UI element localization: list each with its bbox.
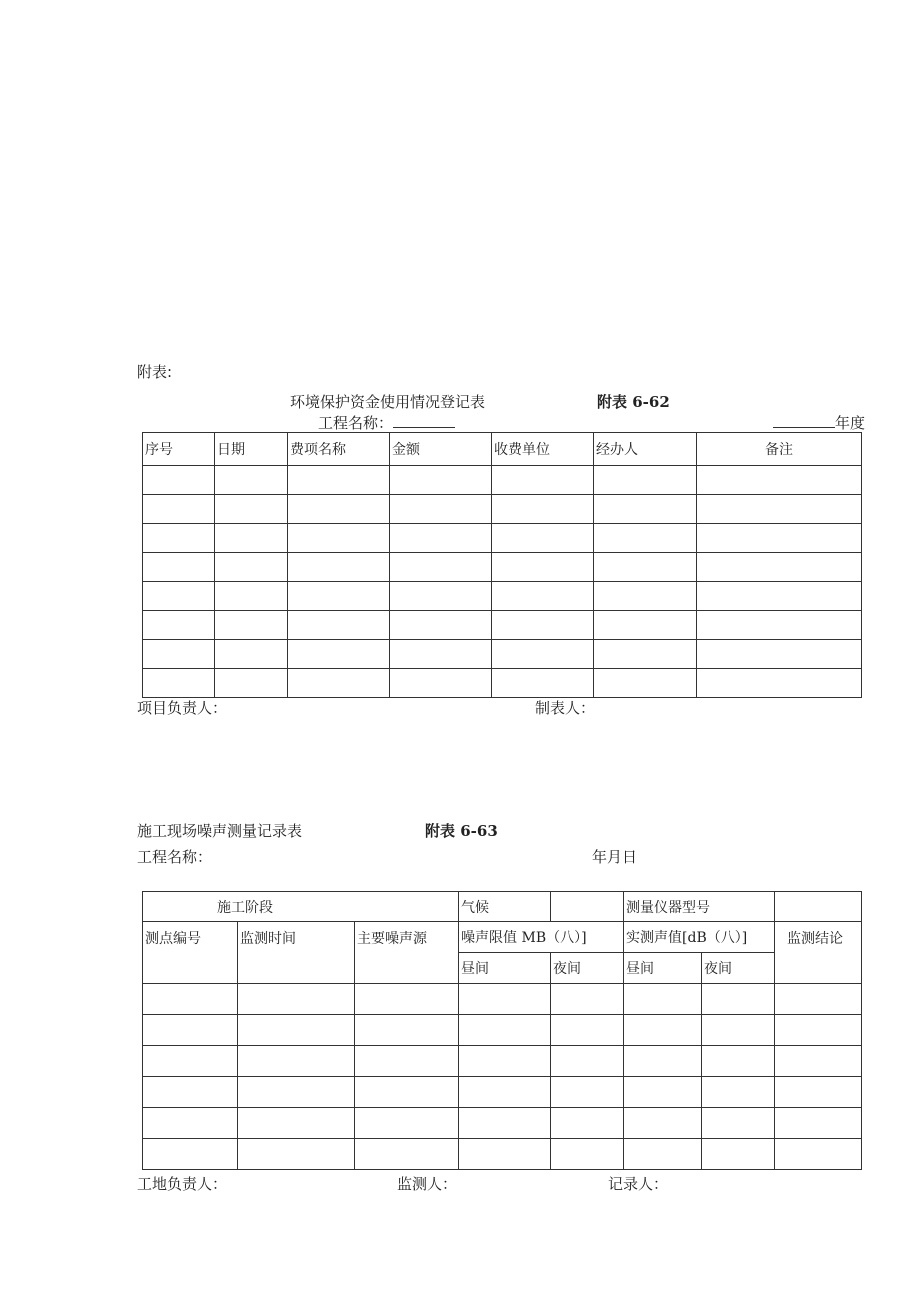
table-cell[interactable] [624, 1046, 702, 1077]
table-cell[interactable] [215, 611, 288, 640]
table-cell[interactable] [775, 1015, 862, 1046]
main-noise-source-header: 主要噪声源 [355, 922, 459, 984]
table-cell[interactable] [697, 669, 862, 698]
table-cell[interactable] [143, 1046, 238, 1077]
funds-usage-table [142, 432, 862, 698]
table-cell[interactable] [624, 984, 702, 1015]
table-cell[interactable] [459, 984, 551, 1015]
table-cell[interactable] [143, 553, 215, 582]
table1-header-cell: 日期 [215, 433, 288, 466]
table-cell[interactable] [215, 466, 288, 495]
limit-day-header: 昼间 [459, 953, 551, 984]
table-row [143, 1108, 862, 1139]
table-row [143, 553, 862, 582]
table-cell[interactable] [702, 1077, 775, 1108]
table-cell[interactable] [143, 495, 215, 524]
table-cell[interactable] [775, 1046, 862, 1077]
table1-code: 附表 6-62 [597, 393, 670, 411]
table-cell[interactable] [594, 669, 697, 698]
table2-code: 附表 6-63 [425, 822, 498, 840]
table2-footer-site-manager: 工地负责人： [137, 1175, 228, 1193]
table-cell[interactable] [775, 1139, 862, 1170]
table-row [143, 524, 862, 553]
weather-value-cell[interactable] [551, 892, 624, 922]
table-cell[interactable] [143, 466, 215, 495]
table1-project-blank[interactable] [393, 415, 455, 428]
table2-footer-recorder: 记录人： [608, 1175, 669, 1193]
table-cell[interactable] [215, 524, 288, 553]
table1-header-row [143, 433, 862, 466]
table-cell[interactable] [624, 1139, 702, 1170]
table1-project-line [318, 412, 455, 433]
table-cell[interactable] [355, 984, 459, 1015]
table1-header-cell: 备注 [697, 433, 862, 466]
table-cell[interactable] [143, 1108, 238, 1139]
table-cell[interactable] [390, 640, 492, 669]
table-cell[interactable] [624, 1108, 702, 1139]
appendix-label: 附表: [137, 363, 173, 381]
table1-footer-project-manager: 项目负责人： [137, 699, 228, 717]
measuring-point-no-header: 测点编号 [143, 922, 238, 984]
table-cell[interactable] [288, 553, 390, 582]
table-cell[interactable] [775, 1108, 862, 1139]
monitoring-conclusion-header: 监测结论 [775, 922, 862, 984]
table-cell[interactable] [459, 1108, 551, 1139]
table-cell[interactable] [697, 640, 862, 669]
table-row [143, 1077, 862, 1108]
table-cell[interactable] [143, 640, 215, 669]
noise-limit-header: 噪声限值 MB（八）] [459, 922, 624, 953]
table-cell[interactable] [238, 1139, 355, 1170]
table-cell[interactable] [390, 611, 492, 640]
table-cell[interactable] [492, 611, 594, 640]
instrument-model-value-cell[interactable] [775, 892, 862, 922]
table-cell[interactable] [390, 524, 492, 553]
table-row [143, 640, 862, 669]
table-cell[interactable] [702, 1046, 775, 1077]
table-cell[interactable] [697, 611, 862, 640]
table-cell[interactable] [459, 1077, 551, 1108]
table-cell[interactable] [143, 669, 215, 698]
table-cell[interactable] [143, 524, 215, 553]
table-cell[interactable] [355, 1015, 459, 1046]
table1-header-cell: 序号 [143, 433, 215, 466]
table-cell[interactable] [390, 582, 492, 611]
table-cell[interactable] [143, 1139, 238, 1170]
table-cell[interactable] [355, 1077, 459, 1108]
table-cell[interactable] [551, 1108, 624, 1139]
table-cell[interactable] [697, 524, 862, 553]
table-cell[interactable] [492, 524, 594, 553]
table1-year-label: 年度 [835, 414, 866, 432]
table-cell[interactable] [143, 611, 215, 640]
table-cell[interactable] [390, 553, 492, 582]
table2-footer-monitor: 监测人： [397, 1175, 458, 1193]
table-cell[interactable] [702, 1108, 775, 1139]
table-cell[interactable] [702, 984, 775, 1015]
noise-measurement-table [142, 891, 862, 1170]
table-cell[interactable] [697, 582, 862, 611]
table-cell[interactable] [355, 1108, 459, 1139]
table-cell[interactable] [594, 524, 697, 553]
table-cell[interactable] [390, 495, 492, 524]
table-cell[interactable] [238, 1015, 355, 1046]
table-cell[interactable] [390, 669, 492, 698]
table-cell[interactable] [492, 640, 594, 669]
table1-header-cell: 金额 [390, 433, 492, 466]
table-cell[interactable] [492, 553, 594, 582]
table1-title: 环境保护资金使用情况登记表 [290, 393, 486, 411]
table-cell[interactable] [594, 611, 697, 640]
instrument-model-label: 测量仪器型号 [624, 892, 775, 922]
table-row [143, 611, 862, 640]
table-cell[interactable] [288, 524, 390, 553]
table-cell[interactable] [459, 1015, 551, 1046]
measured-value-header: 实测声值[dB（八）] [624, 922, 775, 953]
table-cell[interactable] [288, 495, 390, 524]
table-cell[interactable] [288, 582, 390, 611]
weather-label: 气候 [459, 892, 551, 922]
table-row [143, 669, 862, 698]
table-row [143, 495, 862, 524]
table-cell[interactable] [143, 984, 238, 1015]
table-cell[interactable] [551, 984, 624, 1015]
table1-year-line [773, 412, 865, 433]
table-row [143, 1015, 862, 1046]
table2-date-label: 年月日 [592, 848, 638, 866]
table-cell[interactable] [238, 984, 355, 1015]
table-cell[interactable] [459, 1139, 551, 1170]
table-cell[interactable] [288, 640, 390, 669]
table-cell[interactable] [215, 669, 288, 698]
monitoring-time-header: 监测时间 [238, 922, 355, 984]
table-cell[interactable] [624, 1077, 702, 1108]
table1-year-blank[interactable] [773, 415, 835, 428]
measured-day-header: 昼间 [624, 953, 702, 984]
table-cell[interactable] [390, 466, 492, 495]
table-cell[interactable] [702, 1015, 775, 1046]
table-cell[interactable] [355, 1046, 459, 1077]
measured-night-header: 夜间 [702, 953, 775, 984]
table-row [143, 984, 862, 1015]
table-row [143, 1046, 862, 1077]
table-cell[interactable] [288, 611, 390, 640]
table-cell[interactable] [215, 495, 288, 524]
table1-header-cell: 收费单位 [492, 433, 594, 466]
table-row [143, 582, 862, 611]
table-row [143, 466, 862, 495]
table-cell[interactable] [624, 1015, 702, 1046]
table-cell[interactable] [594, 553, 697, 582]
table-cell[interactable] [143, 582, 215, 611]
table-cell[interactable] [702, 1139, 775, 1170]
table-cell[interactable] [551, 1015, 624, 1046]
construction-stage-label: 施工阶段 [143, 892, 459, 922]
table-cell[interactable] [492, 582, 594, 611]
table1-header-cell: 费项名称 [288, 433, 390, 466]
table-cell[interactable] [238, 1046, 355, 1077]
table2-row-1 [143, 892, 862, 922]
table-cell[interactable] [697, 553, 862, 582]
table-cell[interactable] [594, 582, 697, 611]
table1-footer-tabulator: 制表人： [535, 699, 596, 717]
table-cell[interactable] [355, 1139, 459, 1170]
table-cell[interactable] [492, 495, 594, 524]
table-cell[interactable] [143, 1015, 238, 1046]
table-row [143, 1139, 862, 1170]
table-cell[interactable] [215, 640, 288, 669]
table-cell[interactable] [775, 984, 862, 1015]
table-cell[interactable] [551, 1046, 624, 1077]
table-cell[interactable] [775, 1077, 862, 1108]
table-cell[interactable] [594, 640, 697, 669]
table-cell[interactable] [594, 495, 697, 524]
table-cell[interactable] [492, 669, 594, 698]
limit-night-header: 夜间 [551, 953, 624, 984]
table-cell[interactable] [238, 1108, 355, 1139]
table-cell[interactable] [492, 466, 594, 495]
table1-header-cell: 经办人 [594, 433, 697, 466]
table-cell[interactable] [551, 1139, 624, 1170]
table2-project-label: 工程名称： [137, 848, 213, 866]
table-cell[interactable] [697, 466, 862, 495]
table-cell[interactable] [215, 582, 288, 611]
table-cell[interactable] [551, 1077, 624, 1108]
table-cell[interactable] [594, 466, 697, 495]
table-cell[interactable] [288, 466, 390, 495]
table-cell[interactable] [215, 553, 288, 582]
table-cell[interactable] [238, 1077, 355, 1108]
table1-project-label: 工程名称： [318, 414, 394, 432]
table-cell[interactable] [459, 1046, 551, 1077]
table2-row-2 [143, 922, 862, 953]
table-cell[interactable] [143, 1077, 238, 1108]
table-cell[interactable] [288, 669, 390, 698]
table-cell[interactable] [697, 495, 862, 524]
table2-title: 施工现场噪声测量记录表 [137, 822, 303, 840]
